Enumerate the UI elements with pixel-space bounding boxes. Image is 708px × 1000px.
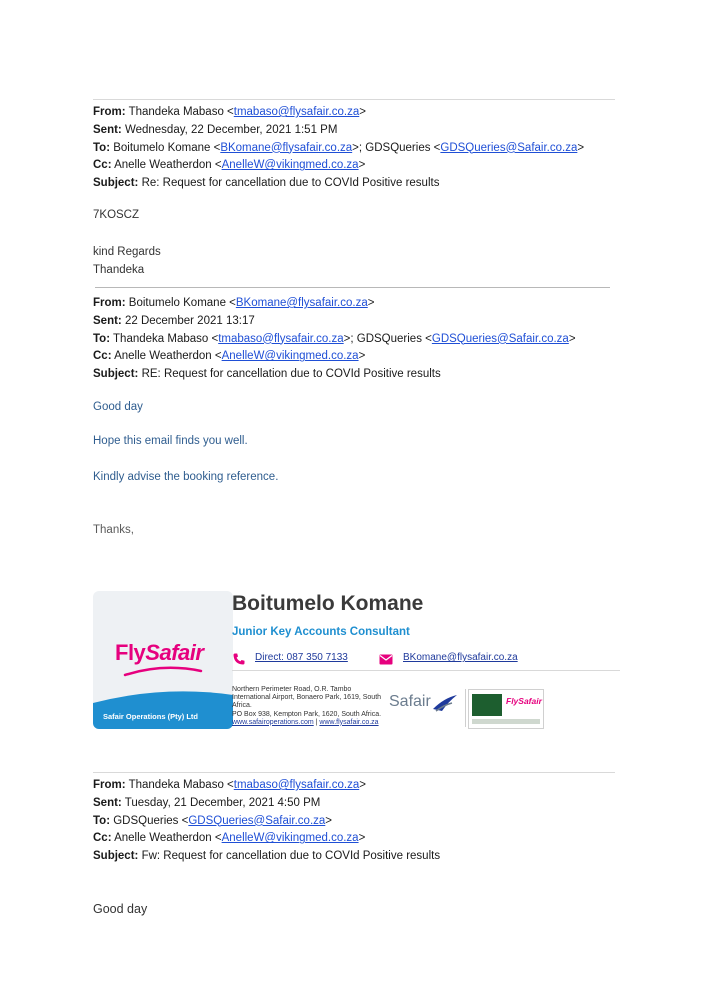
cc-label: Cc:	[93, 350, 112, 363]
from-name: Thandeka Mabaso <	[128, 106, 234, 118]
body-paragraph: Thandeka	[93, 264, 145, 276]
signature-address	[232, 686, 387, 727]
separator-line	[93, 772, 615, 773]
flysafair-logo-text	[115, 640, 203, 666]
sent-line	[93, 313, 673, 331]
cc-end: >	[358, 832, 366, 845]
subject-label: Subject:	[93, 368, 139, 381]
from-line	[93, 777, 673, 795]
subject-line	[93, 848, 673, 866]
badge-flysafair-text: FlySafair	[506, 696, 542, 706]
sent-date: 22 December 2021 13:17	[124, 314, 255, 327]
to-email-link[interactable]: tmabaso@flysafair.co.za	[218, 332, 344, 345]
subject-text: Fw: Request for cancellation due to COVId Positive results	[141, 850, 441, 863]
springbok-flysafair-badge	[468, 689, 544, 729]
signature-name: Boitumelo Komane	[232, 592, 424, 615]
subject-line	[93, 366, 673, 384]
to-end: >	[568, 332, 576, 345]
web-link[interactable]: www.safairoperations.com	[232, 718, 314, 726]
to-label: To:	[93, 814, 111, 827]
cc-name: Anelle Weatherdon <	[114, 350, 222, 363]
sent-label: Sent:	[93, 314, 122, 327]
logo-fly: Fly	[115, 640, 146, 665]
from-end: >	[359, 779, 366, 791]
sent-label: Sent:	[93, 796, 122, 809]
cc-email-link[interactable]: AnelleW@vikingmed.co.za	[221, 159, 359, 172]
cc-line	[93, 830, 673, 848]
logo-band-label: Safair Operations (Pty) Ltd	[103, 712, 199, 721]
logo-swoosh-icon	[123, 665, 203, 679]
mail-icon	[379, 654, 393, 665]
badge-strip	[472, 719, 540, 724]
to-name: Boitumelo Komane <	[113, 141, 221, 154]
address-line: Northern Perimeter Road, O.R. Tambo International Airport, Bonaero Park, 1619, South Africa.	[232, 686, 382, 710]
to-email-link[interactable]: GDSQueries@Safair.co.za	[431, 332, 569, 345]
body-paragraph: 7KOSCZ	[93, 209, 140, 221]
flysafair-logo-card	[93, 591, 233, 729]
sent-label: Sent:	[93, 123, 122, 136]
to-line	[93, 331, 673, 349]
from-email-link[interactable]: BKomane@flysafair.co.za	[235, 297, 368, 309]
cc-label: Cc:	[93, 159, 112, 172]
web-links	[232, 719, 387, 727]
logo-safair: Safair	[145, 640, 204, 665]
springbok-emblem-icon	[472, 694, 502, 716]
to-end: >	[325, 814, 333, 827]
from-email-link[interactable]: tmabaso@flysafair.co.za	[233, 779, 360, 791]
phone-icon	[232, 652, 246, 666]
from-email-link[interactable]: tmabaso@flysafair.co.za	[233, 106, 360, 118]
cc-line	[93, 348, 673, 366]
to-name: GDSQueries <	[113, 814, 189, 827]
to-email-link[interactable]: GDSQueries@Safair.co.za	[440, 141, 578, 154]
body-paragraph: kind Regards	[93, 246, 161, 258]
cc-name: Anelle Weatherdon <	[114, 832, 222, 845]
body-paragraph: Good day	[93, 401, 143, 413]
web-separator: |	[313, 718, 320, 726]
sent-date: Tuesday, 21 December, 2021 4:50 PM	[124, 796, 321, 809]
subject-label: Subject:	[93, 177, 139, 190]
cc-email-link[interactable]: AnelleW@vikingmed.co.za	[221, 832, 359, 845]
subject-text: Re: Request for cancellation due to COVId Positive results	[141, 177, 440, 190]
cc-label: Cc:	[93, 832, 112, 845]
to-separator: >; GDSQueries <	[352, 141, 441, 154]
subject-line	[93, 175, 673, 193]
sent-line	[93, 795, 673, 813]
cc-end: >	[358, 159, 366, 172]
separator-line	[93, 99, 615, 100]
sent-date: Wednesday, 22 December, 2021 1:51 PM	[124, 123, 338, 136]
subject-text: RE: Request for cancellation due to COVId Positive results	[141, 368, 441, 381]
from-name: Boitumelo Komane <	[128, 297, 236, 309]
signature-email[interactable]	[403, 652, 518, 663]
to-label: To:	[93, 332, 111, 345]
cc-end: >	[358, 350, 366, 363]
from-line	[93, 104, 673, 122]
to-email-link[interactable]: GDSQueries@Safair.co.za	[188, 814, 326, 827]
cc-name: Anelle Weatherdon <	[114, 159, 222, 172]
logo-blue-band	[93, 691, 233, 729]
from-line	[93, 295, 673, 313]
from-label: From:	[93, 779, 126, 791]
body-paragraph: Good day	[93, 902, 148, 916]
from-end: >	[359, 106, 366, 118]
body-paragraph: Kindly advise the booking reference.	[93, 471, 279, 483]
email-link[interactable]: BKomane@flysafair.co.za	[403, 652, 518, 663]
sent-line	[93, 122, 673, 140]
cc-line	[93, 157, 673, 175]
cc-email-link[interactable]: AnelleW@vikingmed.co.za	[221, 350, 359, 363]
body-paragraph: Hope this email finds you well.	[93, 435, 248, 447]
from-label: From:	[93, 297, 126, 309]
email-header-2	[93, 295, 673, 384]
to-separator: >; GDSQueries <	[343, 332, 432, 345]
to-line	[93, 140, 673, 158]
email-header-1	[93, 104, 673, 193]
to-end: >	[577, 141, 585, 154]
from-label: From:	[93, 106, 126, 118]
phone-link[interactable]: Direct: 087 350 7133	[255, 652, 348, 663]
signature-phone[interactable]	[255, 652, 348, 663]
signature-title: Junior Key Accounts Consultant	[232, 626, 410, 638]
safair-logo-text: Safair	[389, 693, 431, 710]
separator-line	[95, 287, 610, 288]
signature-divider	[232, 670, 620, 671]
from-name: Thandeka Mabaso <	[128, 779, 234, 791]
from-end: >	[367, 297, 375, 309]
body-paragraph: Thanks,	[93, 524, 134, 536]
email-header-3	[93, 777, 673, 866]
safair-bird-icon	[432, 694, 458, 714]
to-email-link[interactable]: BKomane@flysafair.co.za	[220, 141, 353, 154]
web-link[interactable]: www.flysafair.co.za	[319, 718, 379, 726]
to-label: To:	[93, 141, 111, 154]
subject-label: Subject:	[93, 850, 139, 863]
to-name: Thandeka Mabaso <	[113, 332, 219, 345]
logo-divider	[465, 689, 466, 727]
address-line: PO Box 938, Kempton Park, 1620, South Africa.	[232, 710, 382, 718]
to-line	[93, 813, 673, 831]
